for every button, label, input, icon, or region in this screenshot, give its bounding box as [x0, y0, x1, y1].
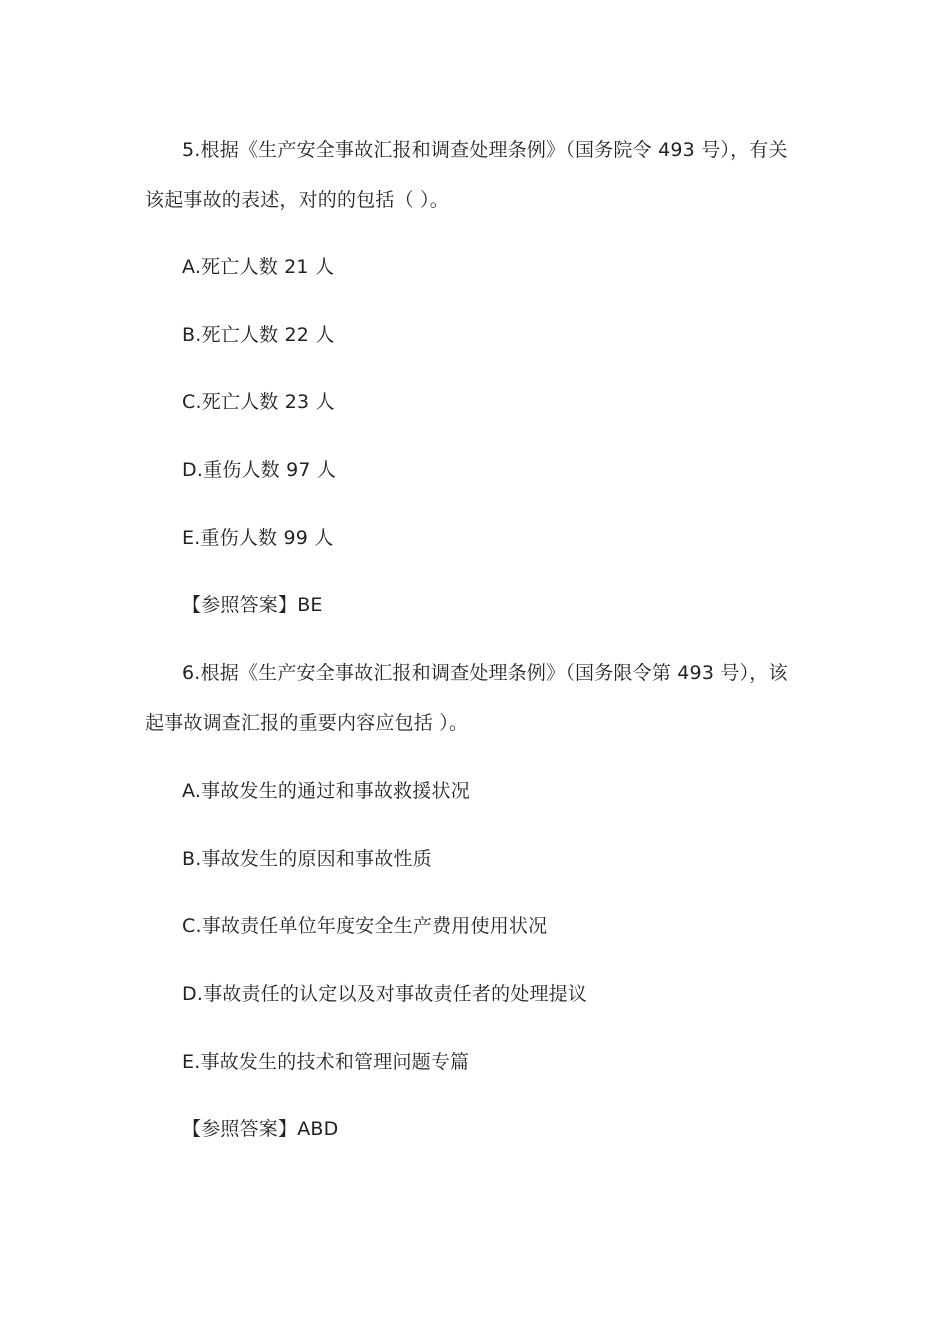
- question-5-option-b: B.死亡人数 22 人: [182, 324, 335, 346]
- question-6-option-a: A.事故发生的通过和事故救援状况: [182, 780, 470, 802]
- question-6-option-e: E.事故发生的技术和管理问题专篇: [182, 1051, 470, 1073]
- question-6-stem-line-2: 起事故调查汇报的重要内容应包括 ）。: [145, 712, 469, 734]
- question-6-stem-line-1: 6.根据《生产安全事故汇报和调查处理条例》（国务限令第 493 号），该: [182, 662, 788, 684]
- question-6-option-c: C.事故责任单位年度安全生产费用使用状况: [182, 915, 548, 937]
- question-5-stem-line-1: 5.根据《生产安全事故汇报和调查处理条例》（国务院令 493 号），有关: [182, 139, 788, 161]
- question-6-answer: 【参照答案】ABD: [182, 1118, 339, 1140]
- question-5-option-a: A.死亡人数 21 人: [182, 256, 335, 278]
- question-6-option-b: B.事故发生的原因和事故性质: [182, 848, 432, 870]
- question-5-stem-line-2: 该起事故的表述，对的的包括（ ）。: [145, 189, 449, 211]
- question-5-option-e: E.重伤人数 99 人: [182, 527, 334, 549]
- question-5-option-d: D.重伤人数 97 人: [182, 459, 337, 481]
- question-6-option-d: D.事故责任的认定以及对事故责任者的处理提议: [182, 983, 588, 1005]
- question-5-option-c: C.死亡人数 23 人: [182, 391, 335, 413]
- question-5-answer: 【参照答案】BE: [182, 594, 323, 616]
